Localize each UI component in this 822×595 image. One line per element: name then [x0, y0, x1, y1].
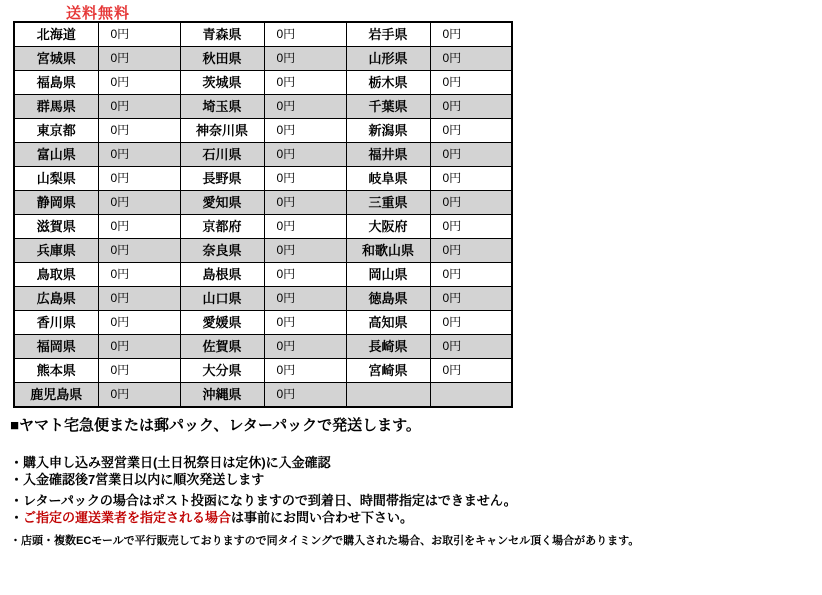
- prefecture-cell: 北海道: [14, 22, 98, 47]
- prefecture-cell: 佐賀県: [180, 335, 264, 359]
- prefecture-cell: 奈良県: [180, 239, 264, 263]
- fee-cell: 0円: [264, 287, 346, 311]
- prefecture-cell: 茨城県: [180, 71, 264, 95]
- prefecture-cell: 埼玉県: [180, 95, 264, 119]
- note-line: [10, 534, 820, 548]
- prefecture-cell: 岡山県: [346, 263, 430, 287]
- prefecture-cell: 宮崎県: [346, 359, 430, 383]
- prefecture-cell: 新潟県: [346, 119, 430, 143]
- prefecture-cell: 高知県: [346, 311, 430, 335]
- fee-cell: 0円: [98, 191, 180, 215]
- table-row: [14, 263, 512, 287]
- fee-cell: 0円: [264, 383, 346, 408]
- prefecture-cell: 沖縄県: [180, 383, 264, 408]
- prefecture-cell: 群馬県: [14, 95, 98, 119]
- table-row: [14, 71, 512, 95]
- prefecture-cell: 愛媛県: [180, 311, 264, 335]
- fee-cell: 0円: [98, 287, 180, 311]
- fee-cell: 0円: [98, 71, 180, 95]
- fee-cell: 0円: [264, 167, 346, 191]
- fee-cell: 0円: [430, 22, 512, 47]
- prefecture-cell: 岐阜県: [346, 167, 430, 191]
- prefecture-cell: 滋賀県: [14, 215, 98, 239]
- fee-cell: 0円: [98, 167, 180, 191]
- prefecture-cell: 石川県: [180, 143, 264, 167]
- prefecture-cell: 長野県: [180, 167, 264, 191]
- prefecture-cell: 大阪府: [346, 215, 430, 239]
- note-segment: は事前にお問い合わせ下さい。: [231, 510, 414, 525]
- note-segment: ・店頭・複数ECモールで平行販売しておりますので同タイミングで購入された場合、お取引をキャンセル頂く場合があります。: [10, 535, 640, 547]
- fee-cell: 0円: [430, 359, 512, 383]
- prefecture-cell: 兵庫県: [14, 239, 98, 263]
- fee-cell: 0円: [430, 71, 512, 95]
- fee-cell: 0円: [264, 215, 346, 239]
- prefecture-cell: 福岡県: [14, 335, 98, 359]
- fee-cell: 0円: [430, 311, 512, 335]
- fee-cell: 0円: [264, 119, 346, 143]
- table-row: [14, 383, 512, 408]
- fee-cell: 0円: [430, 47, 512, 71]
- prefecture-cell: 秋田県: [180, 47, 264, 71]
- prefecture-cell: 三重県: [346, 191, 430, 215]
- fee-cell: 0円: [264, 191, 346, 215]
- fee-cell: 0円: [430, 191, 512, 215]
- fee-cell: 0円: [264, 335, 346, 359]
- table-row: [14, 239, 512, 263]
- fee-cell: 0円: [98, 311, 180, 335]
- table-row: [14, 359, 512, 383]
- fee-cell: [430, 383, 512, 408]
- table-row: [14, 215, 512, 239]
- table-row: [14, 47, 512, 71]
- prefecture-cell: 京都府: [180, 215, 264, 239]
- fee-cell: 0円: [98, 22, 180, 47]
- prefecture-cell: 香川県: [14, 311, 98, 335]
- prefecture-cell: 長崎県: [346, 335, 430, 359]
- prefecture-cell: 千葉県: [346, 95, 430, 119]
- table-row: [14, 167, 512, 191]
- fee-cell: 0円: [264, 95, 346, 119]
- note-segment: ご指定の運送業者を指定される場合: [23, 510, 232, 525]
- fee-cell: 0円: [98, 215, 180, 239]
- prefecture-cell: 岩手県: [346, 22, 430, 47]
- prefecture-cell: 徳島県: [346, 287, 430, 311]
- fee-cell: 0円: [98, 263, 180, 287]
- fee-cell: 0円: [430, 263, 512, 287]
- prefecture-cell: 島根県: [180, 263, 264, 287]
- table-row: [14, 287, 512, 311]
- note-line: [10, 471, 820, 488]
- fee-cell: 0円: [264, 359, 346, 383]
- fee-cell: 0円: [264, 263, 346, 287]
- table-row: [14, 22, 512, 47]
- fee-cell: 0円: [430, 215, 512, 239]
- table-row: [14, 335, 512, 359]
- free-shipping-label: 送料無料: [66, 5, 131, 22]
- prefecture-cell: 山口県: [180, 287, 264, 311]
- prefecture-cell: 山梨県: [14, 167, 98, 191]
- note-segment: ・入金確認後7営業日以内に順次発送します: [10, 472, 265, 487]
- prefecture-cell: 富山県: [14, 143, 98, 167]
- fee-cell: 0円: [98, 383, 180, 408]
- prefecture-cell: 栃木県: [346, 71, 430, 95]
- shipping-method-heading: ■ヤマト宅急便または郵パック、レターパックで発送します。: [10, 417, 421, 434]
- prefecture-cell: 大分県: [180, 359, 264, 383]
- shipping-notes: [10, 454, 820, 548]
- fee-cell: 0円: [430, 287, 512, 311]
- note-line: [10, 492, 820, 509]
- shipping-fee-table-body: [14, 22, 512, 407]
- fee-cell: 0円: [98, 359, 180, 383]
- fee-cell: 0円: [430, 167, 512, 191]
- prefecture-cell: 鳥取県: [14, 263, 98, 287]
- note-line: [10, 454, 820, 471]
- fee-cell: 0円: [264, 22, 346, 47]
- fee-cell: 0円: [98, 47, 180, 71]
- prefecture-cell: 静岡県: [14, 191, 98, 215]
- fee-cell: 0円: [98, 143, 180, 167]
- note-line: [10, 509, 820, 526]
- fee-cell: 0円: [430, 335, 512, 359]
- fee-cell: 0円: [264, 71, 346, 95]
- note-segment: ・: [10, 510, 24, 525]
- prefecture-cell: 福井県: [346, 143, 430, 167]
- prefecture-cell: 神奈川県: [180, 119, 264, 143]
- fee-cell: 0円: [98, 95, 180, 119]
- fee-cell: 0円: [430, 143, 512, 167]
- note-segment: ・購入申し込み翌営業日(土日祝祭日は定休)に入金確認: [10, 455, 331, 470]
- fee-cell: 0円: [430, 119, 512, 143]
- prefecture-cell: [346, 383, 430, 408]
- fee-cell: 0円: [264, 143, 346, 167]
- fee-cell: 0円: [264, 47, 346, 71]
- prefecture-cell: 福島県: [14, 71, 98, 95]
- table-row: [14, 191, 512, 215]
- prefecture-cell: 青森県: [180, 22, 264, 47]
- fee-cell: 0円: [264, 311, 346, 335]
- fee-cell: 0円: [98, 119, 180, 143]
- fee-cell: 0円: [98, 239, 180, 263]
- fee-cell: 0円: [430, 239, 512, 263]
- prefecture-cell: 東京都: [14, 119, 98, 143]
- fee-cell: 0円: [98, 335, 180, 359]
- prefecture-cell: 愛知県: [180, 191, 264, 215]
- table-row: [14, 119, 512, 143]
- table-row: [14, 95, 512, 119]
- fee-cell: 0円: [430, 95, 512, 119]
- prefecture-cell: 和歌山県: [346, 239, 430, 263]
- prefecture-cell: 熊本県: [14, 359, 98, 383]
- note-segment: ・レターパックの場合はポスト投函になりますので到着日、時間帯指定はできません。: [10, 493, 517, 508]
- prefecture-cell: 宮城県: [14, 47, 98, 71]
- table-row: [14, 311, 512, 335]
- fee-cell: 0円: [264, 239, 346, 263]
- prefecture-cell: 鹿児島県: [14, 383, 98, 408]
- prefecture-cell: 山形県: [346, 47, 430, 71]
- prefecture-cell: 広島県: [14, 287, 98, 311]
- shipping-fee-table: [13, 21, 513, 408]
- table-row: [14, 143, 512, 167]
